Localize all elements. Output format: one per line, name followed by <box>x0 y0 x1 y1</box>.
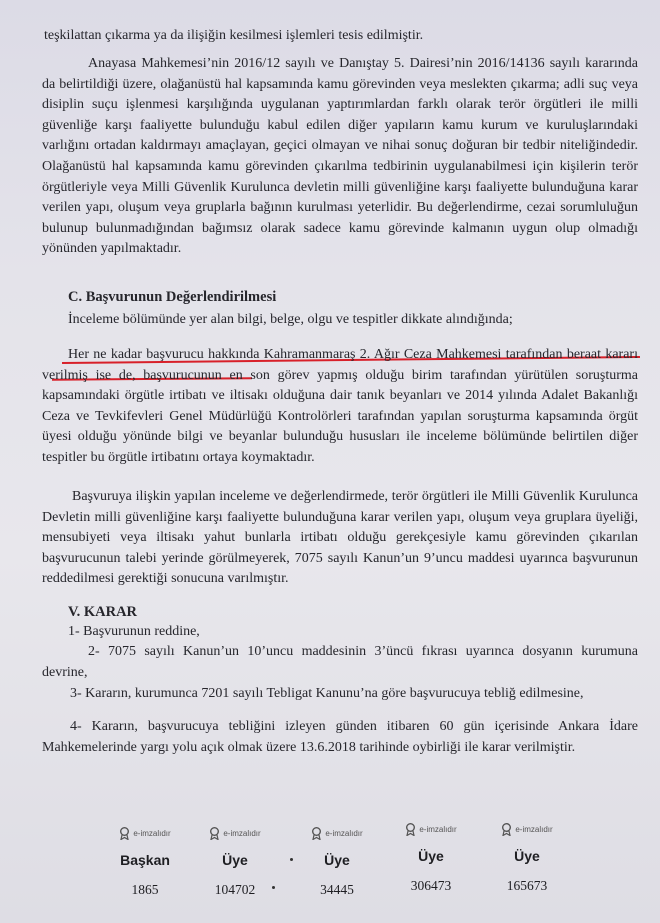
ink-speck <box>272 886 275 889</box>
signature-number: 1865 <box>131 882 159 897</box>
karar-item-1: 1- Başvurunun reddine, <box>68 624 200 639</box>
seal-label: e-imzalıdır <box>515 824 553 834</box>
ribbon-seal-icon <box>405 823 416 836</box>
top-line: teşkilattan çıkarma ya da ilişiğin kesilmesi işlemleri tesis edilmiştir. <box>44 28 424 43</box>
section-c-intro: İnceleme bölümünde yer alan bilgi, belge, olgu ve tespitler dikkate alındığında; <box>68 312 513 327</box>
signature-role: Üye <box>514 848 540 864</box>
section-c-title: C. Başvurunun Değerlendirilmesi <box>68 289 277 305</box>
ribbon-seal-icon <box>501 823 512 836</box>
signature-role: Başkan <box>120 852 170 868</box>
signature-role: Üye <box>324 852 350 868</box>
seal-label: e-imzalıdır <box>325 828 363 838</box>
ribbon-seal-icon <box>209 827 220 840</box>
signature-uye-3 <box>376 822 486 894</box>
signature-number: 165673 <box>506 878 548 893</box>
seal-label: e-imzalıdır <box>419 824 457 834</box>
karar-item-4: 4- Kararın, başvurucuya tebliğini izleyen günden itibaren 60 gün içerisinde Ankara İdare Mahkemelerinde yargı yolu açık olmak üzere 13.6.2018 tarihinde oybirliği ile karar verilmiştir. <box>42 719 638 755</box>
ribbon-seal-icon <box>311 827 322 840</box>
seal-label: e-imzalıdır <box>133 828 171 838</box>
signature-role: Üye <box>222 852 248 868</box>
signature-role: Üye <box>418 848 444 864</box>
section-v-title: V. KARAR <box>68 604 138 620</box>
e-signature-seal <box>376 822 486 836</box>
ink-speck <box>290 858 293 861</box>
ribbon-seal-icon <box>119 827 130 840</box>
e-signature-seal <box>472 822 582 836</box>
e-signature-seal <box>180 826 290 840</box>
signature-number: 306473 <box>410 878 452 893</box>
karar-item-3: 3- Kararın, kurumunca 7201 sayılı Tebligat Kanunu’na göre başvurucuya tebliğ edilmesine, <box>70 686 584 701</box>
paragraph-1: Anayasa Mahkemesi’nin 2016/12 sayılı ve Danıştay 5. Dairesi’nin 2016/14136 sayılı kararında da belirtildiği üzere, olağanüstü hal kapsamında kamu görevinden veya meslekten çıkarma; adli suç veya disiplin suçu işlenmesi karşılığında uygulanan yaptırımlardan farklı olarak terör örgütleri ile milli güvenliğe karşı faaliyette bulunduğu kabul edilen diğer yapıların kamu kurum ve kuruluşlarındaki varlığını ortadan kaldırmayı amaçlayan, geçici olmayan ve nihai sonuç doğuran bir tedbir niteliğindedir. Olağanüstü hal kapsamında kamu görevinden çıkarılma tedbirinin uygulanabilmesi için kişilerin terör örgütleriyle veya Milli Güvenlik Kurulunca devletin milli güvenliğine karşı faaliyette bulunduğuna karar verilen yapı, oluşum veya gruplarla bağının kurulması yeterlidir. Bu değerlendirme, cezai sorumluluğun bulunup bulunmadığından bağımsız olarak sadece kamu görevinde kalmanın uygun olup olmadığı yönünden yapılmaktadır. <box>42 56 638 257</box>
signature-number: 34445 <box>320 882 354 897</box>
signature-number: 104702 <box>214 882 256 897</box>
seal-label: e-imzalıdır <box>223 828 261 838</box>
paragraph-2: Her ne kadar başvurucu hakkında Kahramanmaraş 2. Ağır Ceza Mahkemesi tarafından beraat kararı verilmiş ise de, başvurucunun en son görev yapmış olduğu birim tarafından yürütülen soruşturma kapsamındaki örgütle irtibatı ve iltisakı olduğuna dair tanık beyanları ve 2014 yılında Adalet Bakanlığı Ceza ve Tevkifevleri Genel Müdürlüğü Kontrolörleri tarafından yapılan soruşturma kapsamında örgüt üyesi olduğu yönünde bilgi ve beyanlar bulunduğu hususları ile inceleme bölümünde belirtilen diğer tespitler bu örgütle irtibatını ortaya koymaktadır. <box>42 347 638 465</box>
karar-item-2: 2- 7075 sayılı Kanun’un 10’uncu maddesinin 3’üncü fıkrası uyarınca dosyanın kurumuna devrine, <box>42 644 638 680</box>
paragraph-3: Başvuruya ilişkin yapılan inceleme ve değerlendirmede, terör örgütleri ile Milli Güvenlik Kurulunca Devletin milli güvenliğine karşı faaliyette bulunduğuna karar verilen yapı, oluşum veya gruplara üyeliği, mensubiyeti veya iltisakı yahut bunlarla irtibatı olduğu gerekçesiyle kamu görevinden çıkarılan başvurucunun talebi yerinde görülmeyerek, 7075 sayılı Kanun’un 9’uncu maddesi uyarınca başvurunun reddedilmesi gerektiği sonucuna varılmıştır. <box>42 489 638 587</box>
signature-uye-4 <box>472 822 582 894</box>
